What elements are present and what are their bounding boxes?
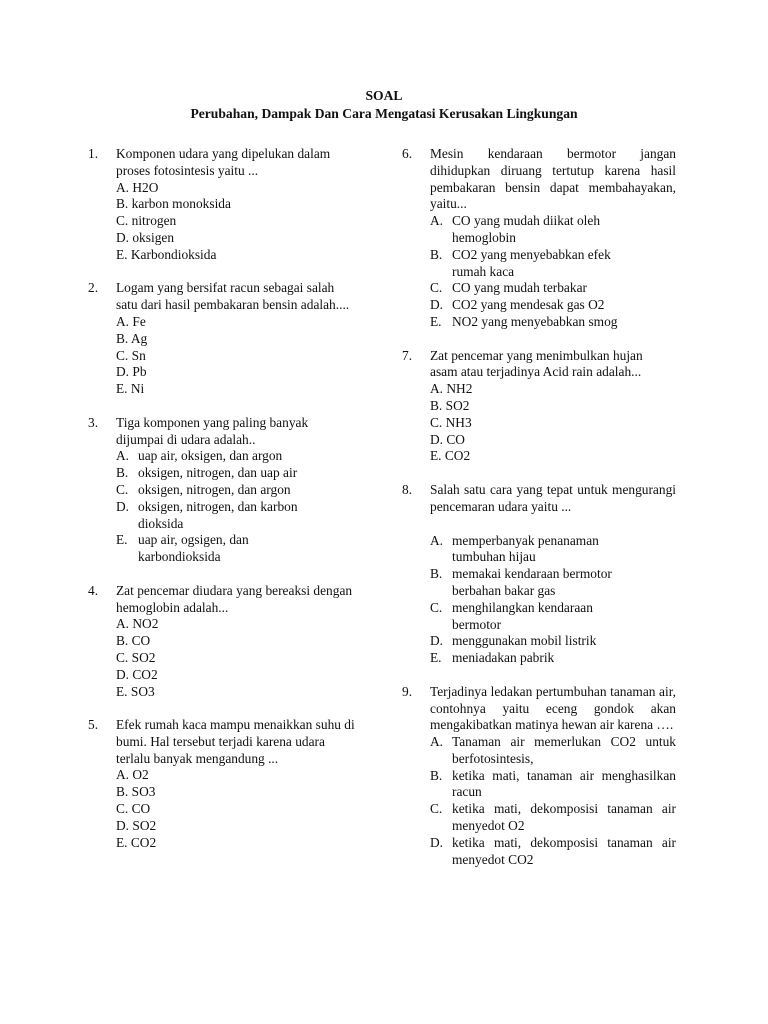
- right-column: [402, 146, 676, 868]
- option-b: B. karbon monoksida: [116, 196, 231, 212]
- question-4: [88, 583, 356, 701]
- option-c: [430, 801, 676, 835]
- option-c: C. nitrogen: [116, 213, 177, 229]
- option-letter: E.: [430, 313, 442, 329]
- option-e: E. Ni: [116, 381, 145, 397]
- question-3: [88, 415, 356, 566]
- spacer: [430, 516, 676, 533]
- option-text: CO2 yang mendesak gas O2: [452, 297, 605, 313]
- option-text: CO2 yang menyebabkan efek rumah kaca: [452, 246, 611, 279]
- option-b: [430, 566, 676, 600]
- option-text: memakai kendaraan bermotor berbahan bakar gas: [452, 566, 612, 598]
- option-letter: E.: [430, 650, 442, 666]
- option-d: D. CO: [430, 431, 465, 447]
- option-e: E. CO2: [430, 448, 471, 464]
- question-text: Komponen udara yang dipelukan dalam proses fotosintesis yaitu ...: [116, 146, 331, 178]
- question-text: Zat pencemar diudara yang bereaksi dengan hemoglobin adalah...: [116, 582, 353, 615]
- option-a: A. NO2: [116, 616, 159, 632]
- option-c: [430, 280, 676, 297]
- option-e: [116, 532, 356, 566]
- left-column: [88, 146, 356, 851]
- option-a: A. H2O: [116, 179, 159, 195]
- option-letter: E.: [116, 532, 128, 548]
- option-text: menggunakan mobil listrik: [452, 633, 597, 649]
- question-1: [88, 146, 356, 264]
- option-text: CO yang mudah diikat oleh hemoglobin: [452, 213, 601, 245]
- option-letter: A.: [430, 532, 444, 548]
- question-number: 1.: [88, 146, 99, 161]
- option-letter: B.: [430, 767, 443, 783]
- question-6: [402, 146, 676, 331]
- question-text: Efek rumah kaca mampu menaikkan suhu di bumi. Hal tersebut terjadi karena udara terlalu banyak mengandung ...: [116, 717, 355, 766]
- question-number: 4.: [88, 582, 99, 598]
- option-text: Tanaman air memerlukan CO2 untuk berfotosintesis,: [452, 734, 676, 766]
- option-d: D. SO2: [116, 817, 157, 833]
- option-text: menghilangkan kendaraan bermotor: [452, 599, 593, 632]
- option-b: B. Ag: [116, 330, 148, 346]
- option-a: A. NH2: [430, 381, 473, 397]
- option-c: C. CO: [116, 801, 151, 817]
- option-letter: C.: [430, 280, 443, 296]
- option-c: C. Sn: [116, 347, 146, 363]
- option-c: C. NH3: [430, 414, 472, 430]
- option-c: [116, 482, 356, 499]
- option-a: A. Fe: [116, 313, 146, 329]
- option-b: B. CO: [116, 633, 151, 649]
- option-letter: A.: [116, 448, 130, 464]
- question-8: [402, 482, 676, 667]
- option-letter: C.: [430, 801, 443, 817]
- option-text: memperbanyak penanaman tumbuhan hijau: [452, 532, 599, 565]
- question-number: 3.: [88, 414, 99, 430]
- option-a: [430, 734, 676, 768]
- option-b: [430, 768, 676, 802]
- question-5: [88, 717, 356, 851]
- option-text: uap air, oksigen, dan argon: [138, 448, 283, 464]
- option-text: ketika mati, dekomposisi tanaman air menyedot O2: [452, 801, 676, 834]
- option-d: D. Pb: [116, 364, 147, 380]
- option-e: E. Karbondioksida: [116, 246, 217, 262]
- question-number: 7.: [402, 347, 413, 363]
- option-letter: A.: [430, 213, 444, 229]
- option-b: [430, 247, 676, 281]
- option-letter: D.: [430, 633, 444, 649]
- option-letter: B.: [430, 566, 443, 582]
- option-text: oksigen, nitrogen, dan karbon dioksida: [138, 498, 298, 531]
- document-title: SOAL: [365, 88, 403, 103]
- option-a: [430, 213, 676, 247]
- question-number: 2.: [88, 280, 99, 296]
- option-a: A. O2: [116, 767, 149, 783]
- option-text: uap air, ogsigen, dan karbondioksida: [138, 532, 249, 565]
- option-e: E. CO2: [116, 834, 157, 850]
- question-7: [402, 348, 676, 466]
- option-b: B. SO3: [116, 784, 156, 800]
- question-text: Tiga komponen yang paling banyak dijumpai di udara adalah..: [116, 414, 309, 447]
- option-d: D. CO2: [116, 666, 158, 682]
- option-letter: A.: [430, 734, 444, 750]
- option-letter: C.: [430, 599, 443, 615]
- question-number: 9.: [402, 683, 413, 699]
- option-letter: D.: [430, 834, 444, 850]
- option-e: E. SO3: [116, 683, 155, 699]
- option-c: C. SO2: [116, 649, 156, 665]
- option-e: [430, 650, 676, 667]
- option-b: [116, 465, 356, 482]
- option-text: meniadakan pabrik: [452, 650, 555, 666]
- option-e: [430, 314, 676, 331]
- option-letter: D.: [116, 498, 130, 514]
- option-d: [430, 835, 676, 869]
- question-number: 6.: [402, 146, 413, 161]
- option-b: B. SO2: [430, 397, 470, 413]
- option-letter: D.: [430, 297, 444, 313]
- question-text: Salah satu cara yang tepat untuk mengurangi pencemaran udara yaitu ...: [430, 481, 676, 514]
- option-text: NO2 yang menyebabkan smog: [452, 313, 618, 329]
- option-d: [430, 633, 676, 650]
- question-text: Mesin kendaraan bermotor jangan dihidupkan diruang tertutup karena hasil pembakaran bensin dapat membahayakan, yaitu...: [430, 146, 676, 212]
- option-text: oksigen, nitrogen, dan uap air: [138, 465, 298, 481]
- option-d: [430, 297, 676, 314]
- option-text: ketika mati, dekomposisi tanaman air menyedot CO2: [452, 834, 676, 867]
- option-letter: B.: [430, 246, 443, 262]
- question-text: Zat pencemar yang menimbulkan hujan asam atau terjadinya Acid rain adalah...: [430, 347, 643, 380]
- option-text: oksigen, nitrogen, dan argon: [138, 481, 291, 497]
- option-letter: C.: [116, 481, 129, 497]
- document-subtitle: Perubahan, Dampak Dan Cara Mengatasi Kerusakan Lingkungan: [190, 106, 578, 121]
- option-a: [430, 533, 676, 567]
- option-a: [116, 448, 356, 465]
- question-text: Logam yang bersifat racun sebagai salah satu dari hasil pembakaran bensin adalah....: [116, 280, 350, 313]
- option-c: [430, 600, 676, 634]
- question-2: [88, 280, 356, 398]
- option-text: CO yang mudah terbakar: [452, 280, 587, 296]
- option-letter: B.: [116, 465, 129, 481]
- option-d: [116, 499, 356, 533]
- question-text: Terjadinya ledakan pertumbuhan tanaman air, contohnya yaitu eceng gondok akan mengakibatkan matinya hewan air karena ….: [430, 683, 676, 733]
- question-number: 8.: [402, 481, 413, 497]
- question-number: 5.: [88, 717, 99, 733]
- question-9: [402, 684, 676, 869]
- option-d: D. oksigen: [116, 229, 175, 245]
- option-text: ketika mati, tanaman air menghasilkan racun: [452, 767, 676, 800]
